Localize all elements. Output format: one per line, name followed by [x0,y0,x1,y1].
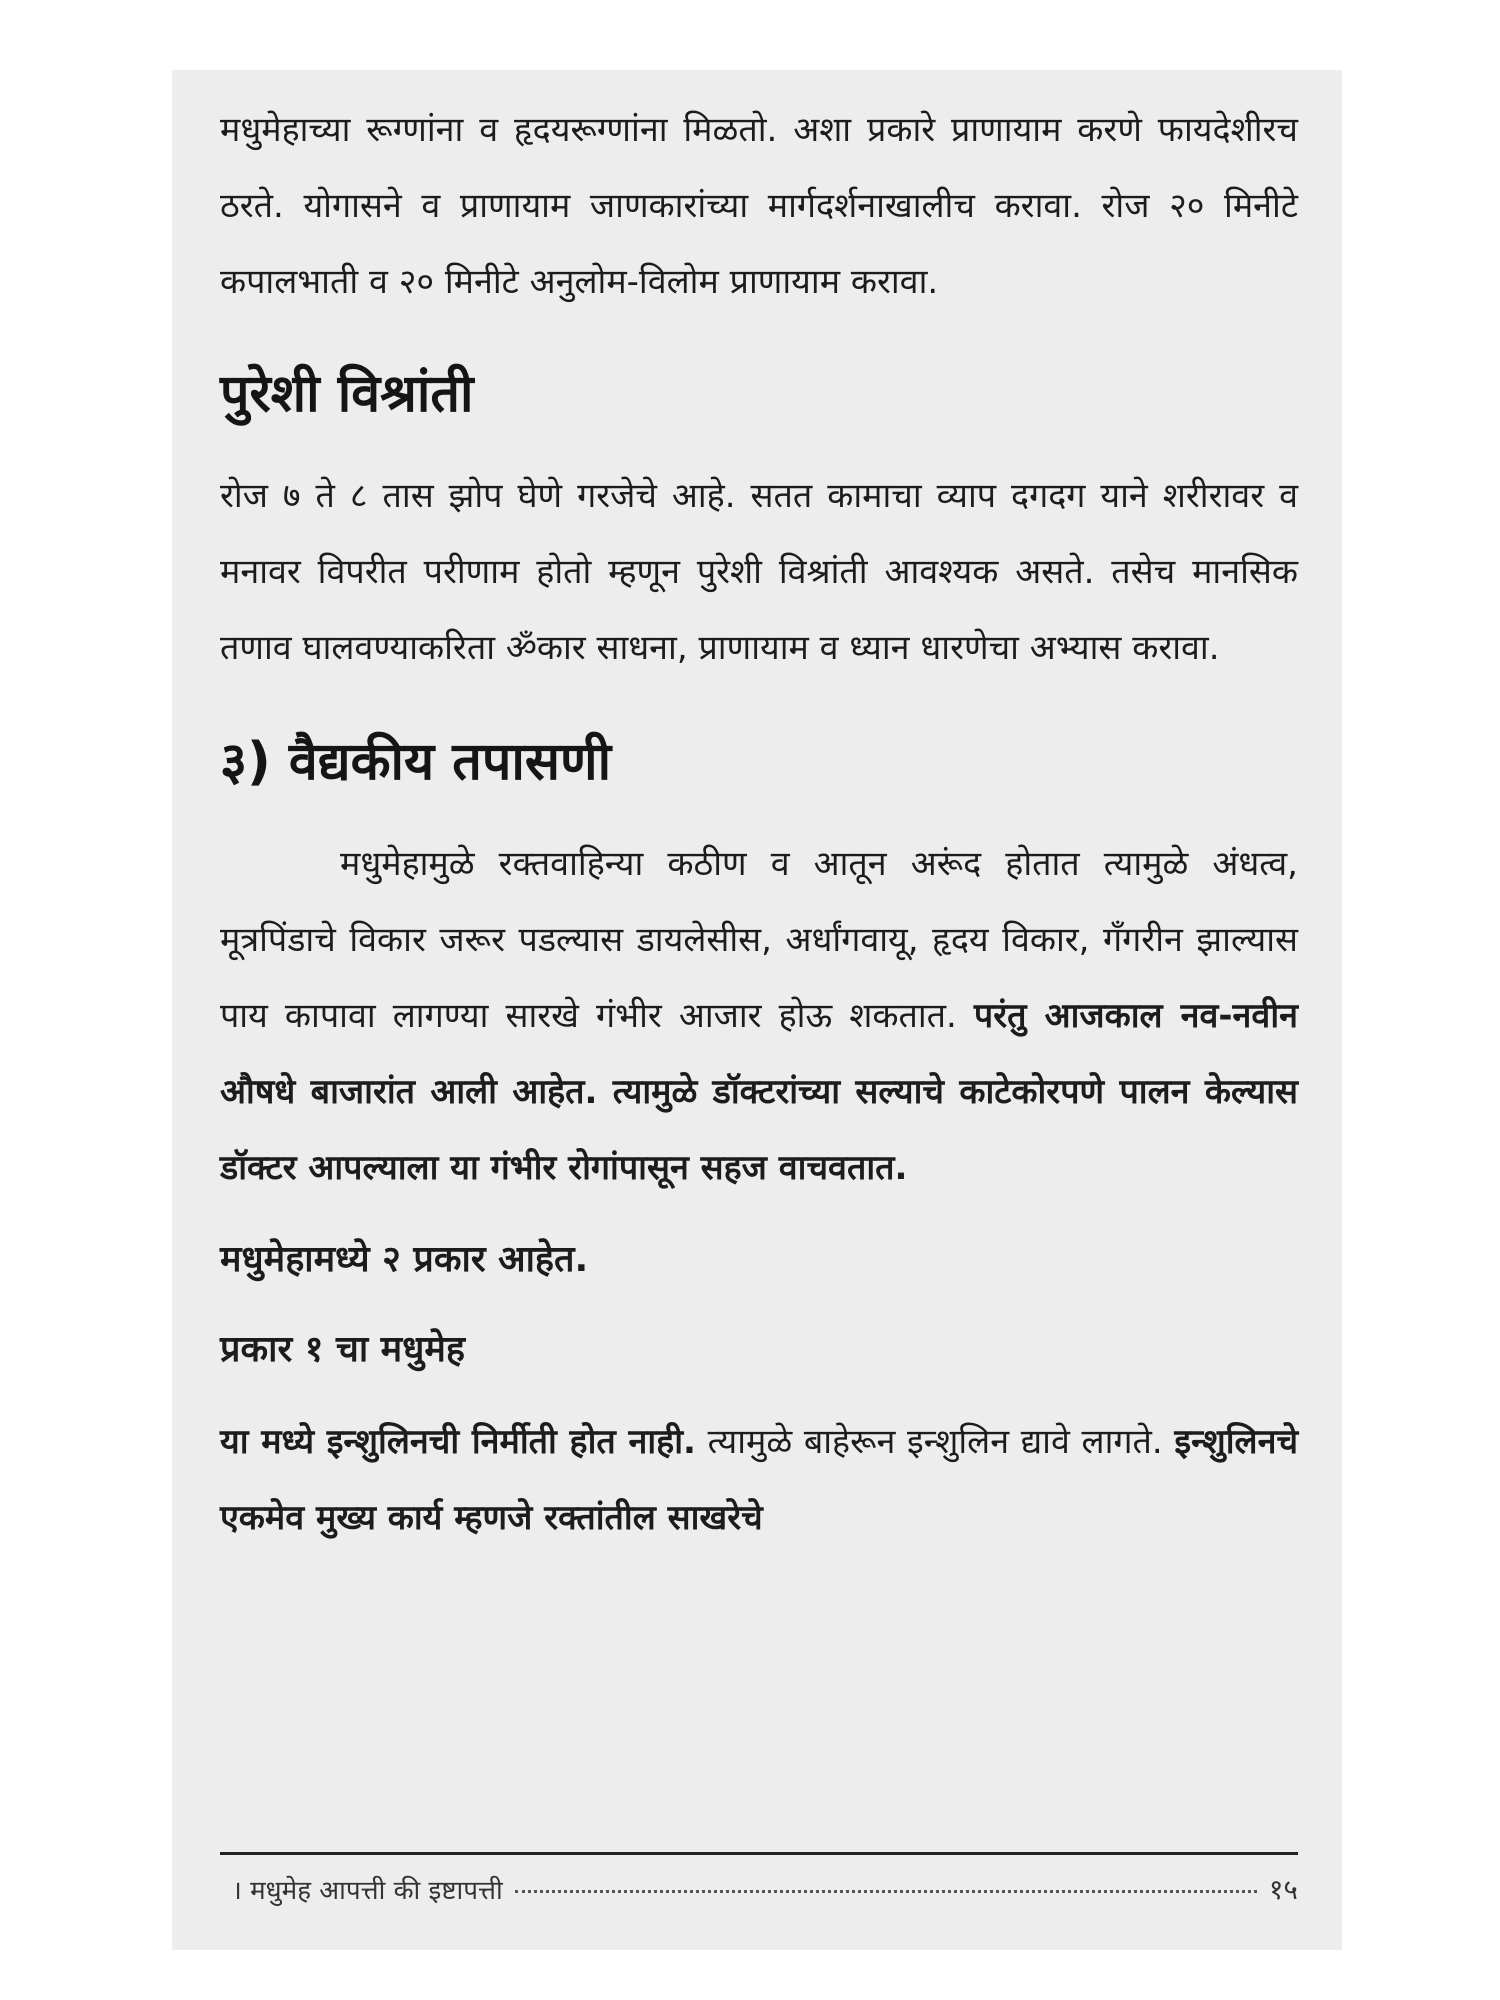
page-number: १५ [1268,1873,1298,1906]
insulin-normal-text: त्यामुळे बाहेरून इन्शुलिन द्यावे लागते. [707,1422,1163,1462]
paragraph-insulin [220,1404,1298,1556]
page-footer [232,1870,1298,1908]
paragraph-pranayama: मधुमेहाच्या रूग्णांना व हृदयरूग्णांना मिळतो. अशा प्रकारे प्राणायाम करणे फायदेशीरच ठरते. योगासने व प्राणायाम जाणकारांच्या मार्गदर्शनाखालीच करावा. रोज २० मिनीटे कपालभाती व २० मिनीटे अनुलोम-विलोम प्राणायाम करावा. [220,110,1298,302]
book-page [172,70,1342,1950]
diabetes-types-line: मधुमेहामध्ये २ प्रकार आहेत. [220,1239,589,1280]
type1-diabetes-subheading: प्रकार १ चा मधुमेह [220,1329,465,1370]
insulin-bold-text-2: इन्शुलिनचे एकमेव मुख्य कार्य म्हणजे रक्तांतील साखरेचे [220,1422,1299,1538]
footer-divider [220,1852,1298,1855]
dotted-leader [515,1890,1257,1893]
heading-adequate-rest: पुरेशी विश्रांती [220,364,474,424]
complications-text: मधुमेहामुळे रक्तवाहिन्या कठीण व आतून अरूंद होतात त्यामुळे अंधत्व, मूत्रपिंडाचे विकार जरूर पडल्यास डायलेसीस, अर्धांगवायू, हृदय विकार, गँगरीन झाल्यास पाय कापावा लागण्या सारखे गंभीर आजार होऊ शकतात. [220,844,1298,1036]
heading-medical-checkup: ३) वैद्यकीय तपासणी [220,732,612,792]
insulin-bold-text-1: या मध्ये इन्शुलिनची निर्मीती होत नाही. [220,1422,696,1462]
book-title: । मधुमेह आपत्ती की इष्टापत्ती [232,1876,503,1906]
medicines-bold-text: परंतु आजकाल नव-नवीन औषधे बाजारांत आली आहेत. त्यामुळे डॉक्टरांच्या सल्याचे काटेकोरपणे पालन केल्यास डॉक्टर आपल्याला या गंभीर रोगांपासून सहज वाचवतात. [220,996,1298,1188]
paragraph-complications [220,826,1298,1206]
paragraph-rest: रोज ७ ते ८ तास झोप घेणे गरजेचे आहे. सतत कामाचा व्याप दगदग याने शरीरावर व मनावर विपरीत परीणाम होतो म्हणून पुरेशी विश्रांती आवश्यक असते. तसेच मानसिक तणाव घालवण्याकरिता ॐकार साधना, प्राणायाम व ध्यान धारणेचा अभ्यास करावा. [220,476,1298,668]
